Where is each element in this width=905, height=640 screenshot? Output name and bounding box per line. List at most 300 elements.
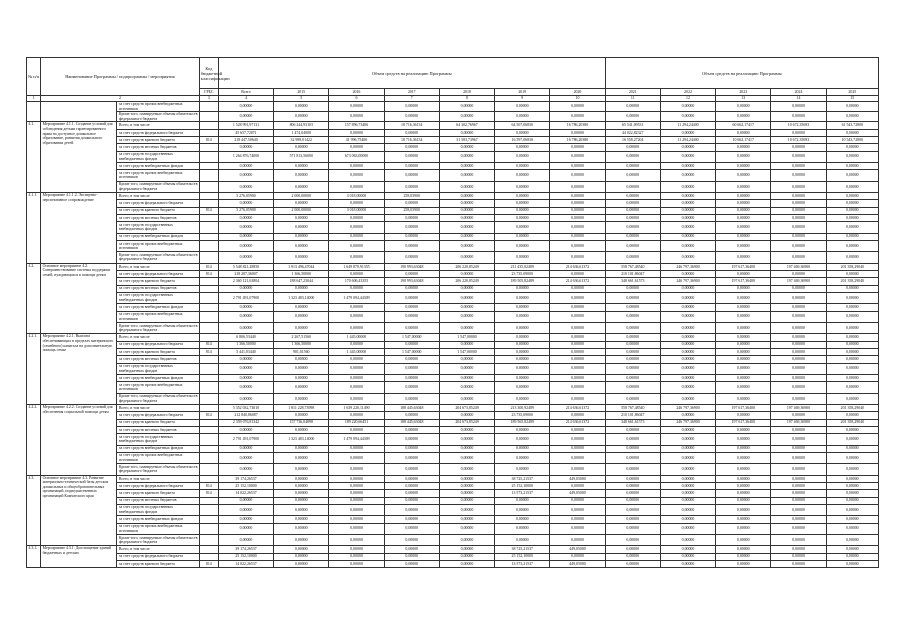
amount-cell: 0,00000	[274, 322, 329, 333]
amount-cell: 16 786,20380	[550, 136, 605, 143]
amount-cell: 0,00000	[329, 102, 384, 112]
amount-cell: 258,05900	[384, 207, 439, 214]
table-row	[27, 426, 879, 433]
amount-cell: 246 797,36900	[660, 263, 715, 270]
grbs-code	[199, 497, 218, 504]
item-number	[27, 102, 41, 122]
amount-cell: 0,00000	[660, 304, 715, 311]
table-row	[27, 292, 879, 303]
amount-cell: 0,00000	[329, 560, 384, 567]
table-row	[27, 193, 879, 200]
amount-cell: 0,00000	[495, 252, 550, 263]
amount-cell: 0,00000	[826, 181, 878, 192]
table-row	[27, 475, 879, 482]
amount-cell: 0,00000	[826, 412, 878, 419]
table-row	[27, 162, 879, 169]
year-header: 2025	[826, 89, 878, 96]
amount-cell: 0,00000	[826, 553, 878, 560]
funding-table	[26, 57, 879, 568]
amount-cell: 0,00000	[716, 129, 771, 136]
amount-cell: 0,00000	[550, 207, 605, 214]
grbs-code	[199, 122, 218, 129]
funding-source: за счет средств государственных внебюджетных фондов	[117, 504, 199, 515]
amount-cell: 0,00000	[439, 181, 494, 192]
amount-cell: 0,00000	[439, 374, 494, 381]
table-row	[27, 382, 879, 393]
amount-cell: 10 662,17417	[716, 136, 771, 143]
funding-source: за счет средств федерального бюджета	[117, 482, 199, 489]
amount-cell: 0,00000	[605, 490, 660, 497]
amount-cell: 0,00000	[826, 464, 878, 475]
amount-cell: 0,00000	[660, 240, 715, 251]
amount-cell: 0,00000	[439, 464, 494, 475]
amount-cell: 0,00000	[771, 516, 826, 523]
grbs-code: 814	[199, 263, 218, 270]
amount-cell: 0,00000	[274, 252, 329, 263]
column-number: 15	[826, 96, 878, 102]
table-row	[27, 311, 879, 322]
amount-cell: 0,00000	[495, 497, 550, 504]
amount-cell: 0,00000	[274, 452, 329, 463]
amount-cell: 0,00000	[274, 523, 329, 534]
amount-cell: 0,00000	[550, 553, 605, 560]
amount-cell: 0,00000	[771, 490, 826, 497]
amount-cell: 0,00000	[826, 233, 878, 240]
amount-cell: 25 152,10000	[218, 553, 273, 560]
amount-cell: 0,00000	[716, 382, 771, 393]
amount-cell: 0,00000	[660, 426, 715, 433]
amount-cell: 210 101,86047	[605, 412, 660, 419]
amount-cell: 0,00000	[826, 162, 878, 169]
amount-cell: 0,00000	[439, 497, 494, 504]
amount-cell: 0,00000	[605, 162, 660, 169]
amount-cell: 0,00000	[329, 445, 384, 452]
amount-cell: 0,00000	[329, 393, 384, 404]
table-row	[27, 516, 879, 523]
amount-cell: 0,00000	[771, 464, 826, 475]
grbs-code	[199, 464, 218, 475]
table-row	[27, 278, 879, 285]
column-number: 11	[605, 96, 660, 102]
amount-cell: 0,00000	[550, 322, 605, 333]
table-row	[27, 546, 879, 553]
amount-cell: 201 358,29040	[826, 263, 878, 270]
amount-cell: 0,00000	[826, 193, 878, 200]
funding-source: за счет средств краевого бюджета	[117, 136, 199, 143]
amount-cell: 0,00000	[550, 214, 605, 221]
amount-cell: 0,00000	[771, 482, 826, 489]
grbs-code	[199, 181, 218, 192]
amount-cell: 0,00000	[274, 356, 329, 363]
amount-cell: 0,00000	[384, 144, 439, 151]
funding-source: за счет средств федерального бюджета	[117, 129, 199, 136]
amount-cell: 157 896,73406	[329, 122, 384, 129]
amount-cell: 0,00000	[274, 363, 329, 374]
grbs-code	[199, 311, 218, 322]
amount-cell: 0,00000	[771, 553, 826, 560]
amount-cell: 0,00000	[495, 193, 550, 200]
grbs-code	[199, 233, 218, 240]
amount-cell: 0,00000	[329, 363, 384, 374]
amount-cell: 1 445,00000	[329, 334, 384, 341]
grbs-code	[199, 278, 218, 285]
amount-cell: 0,00000	[716, 464, 771, 475]
amount-cell: 0,00000	[274, 516, 329, 523]
amount-cell: 0,00000	[605, 181, 660, 192]
amount-cell: 0,00000	[605, 200, 660, 207]
amount-cell: 0,00000	[329, 553, 384, 560]
amount-cell: 0,00000	[605, 292, 660, 303]
amount-cell: 0,00000	[771, 181, 826, 192]
funding-source: за счет средств федерального бюджета	[117, 200, 199, 207]
amount-cell: 0,00000	[660, 434, 715, 445]
amount-cell: 0,00000	[495, 170, 550, 181]
table-row	[27, 207, 879, 214]
amount-cell: 1 474,04000	[274, 129, 329, 136]
amount-cell: 0,00000	[605, 112, 660, 122]
amount-cell: 0,00000	[218, 374, 273, 381]
amount-cell: 14 022,26537	[218, 560, 273, 567]
amount-cell: 0,00000	[274, 382, 329, 393]
amount-cell: 0,00000	[771, 304, 826, 311]
amount-cell: 10 672,35693	[771, 136, 826, 143]
amount-cell: 0,00000	[384, 490, 439, 497]
funding-source: Кроме того, планируемые объемы обязательств федерального бюджета	[118, 323, 198, 333]
amount-cell: 0,00000	[660, 412, 715, 419]
amount-cell: 0,00000	[716, 560, 771, 567]
funding-source: за счет средств внебюджетных фондов	[117, 516, 199, 523]
amount-cell: 0,00000	[716, 523, 771, 534]
col-grbs-header: Код бюджетной классификации	[199, 58, 218, 89]
amount-cell: 0,00000	[826, 222, 878, 233]
amount-cell: 0,00000	[439, 144, 494, 151]
funding-source: Кроме того, планируемые объемы обязательств федерального бюджета	[118, 112, 198, 121]
amount-cell: 0,00000	[716, 304, 771, 311]
grbs-code	[199, 285, 218, 292]
year-header: 2015	[274, 89, 329, 96]
amount-cell: 0,00000	[605, 252, 660, 263]
amount-cell: 197 617,36400	[716, 405, 771, 412]
funding-source: Кроме того, планируемые объемы обязательств федерального бюджета	[118, 535, 198, 545]
funding-source: за счет средств краевого бюджета	[117, 560, 199, 567]
amount-cell: 0,00000	[716, 214, 771, 221]
amount-cell: 0,00000	[439, 546, 494, 553]
amount-cell: 197 469,36900	[771, 278, 826, 285]
amount-cell: 0,00000	[771, 445, 826, 452]
amount-cell: 0,00000	[716, 200, 771, 207]
amount-cell: 0,00000	[716, 270, 771, 277]
grbs-code: 814	[199, 348, 218, 355]
amount-cell: 0,00000	[771, 504, 826, 515]
funding-source: за счет средств местных бюджетов	[117, 356, 199, 363]
amount-cell: 0,00000	[605, 222, 660, 233]
amount-cell: 0,00000	[550, 393, 605, 404]
amount-cell: 0,00000	[384, 546, 439, 553]
amount-cell: 0,00000	[660, 560, 715, 567]
grbs-code	[199, 200, 218, 207]
amount-cell: 0,00000	[550, 382, 605, 393]
amount-cell: 0,00000	[716, 233, 771, 240]
funding-source: за счет средств местных бюджетов	[117, 497, 199, 504]
amount-cell: 0,00000	[218, 304, 273, 311]
amount-cell: 0,00000	[716, 102, 771, 112]
amount-cell: 0,00000	[329, 356, 384, 363]
grbs-code	[199, 475, 218, 482]
amount-cell: 0,00000	[384, 434, 439, 445]
amount-cell: 204 673,85249	[439, 419, 494, 426]
funding-source: за счет средств прочих внебюджетных источников	[117, 311, 199, 322]
grbs-code	[199, 356, 218, 363]
funding-source: за счет средств прочих внебюджетных источников	[117, 170, 199, 181]
amount-cell: 0,00000	[605, 151, 660, 162]
amount-cell: 0,00000	[384, 233, 439, 240]
amount-cell: 0,00000	[439, 207, 494, 214]
amount-cell: 246 797,36900	[660, 405, 715, 412]
amount-cell: 0,00000	[716, 490, 771, 497]
amount-cell: 0,00000	[826, 207, 878, 214]
column-number: 10	[550, 96, 605, 102]
amount-cell: 0,00000	[495, 129, 550, 136]
amount-cell: 0,00000	[716, 426, 771, 433]
amount-cell: 449,05000	[550, 546, 605, 553]
amount-cell: 0,00000	[329, 200, 384, 207]
amount-cell: 0,00000	[605, 102, 660, 112]
funding-source: за счет средств краевого бюджета	[117, 278, 199, 285]
amount-cell: 0,00000	[660, 170, 715, 181]
amount-cell: 0,00000	[826, 426, 878, 433]
amount-cell: 41 996,75406	[329, 136, 384, 143]
amount-cell: 65 541,09531	[605, 122, 660, 129]
amount-cell: 0,00000	[550, 304, 605, 311]
amount-cell: 0,00000	[274, 102, 329, 112]
year-header: 2020	[550, 89, 605, 96]
amount-cell: 0,00000	[439, 553, 494, 560]
amount-cell: 558 767,48540	[605, 263, 660, 270]
amount-cell: 0,00000	[329, 240, 384, 251]
amount-cell: 0,00000	[439, 162, 494, 169]
funding-source: за счет средств государственных внебюджетных фондов	[117, 292, 199, 303]
amount-cell: 0,00000	[716, 222, 771, 233]
amount-cell: 0,00000	[660, 292, 715, 303]
amount-cell: 157 736,04898	[274, 419, 329, 426]
year-header: 2016	[329, 89, 384, 96]
amount-cell: 0,00000	[274, 490, 329, 497]
amount-cell: 0,00000	[660, 464, 715, 475]
amount-cell: 0,00000	[771, 193, 826, 200]
amount-cell: 0,00000	[218, 445, 273, 452]
amount-cell: 204 673,85249	[439, 405, 494, 412]
amount-cell: 0,00000	[771, 162, 826, 169]
amount-cell: 0,00000	[716, 546, 771, 553]
grbs-code	[199, 434, 218, 445]
amount-cell: 0,00000	[329, 374, 384, 381]
amount-cell: 0,00000	[716, 393, 771, 404]
amount-cell: 0,00000	[384, 523, 439, 534]
grbs-code: 814	[199, 270, 218, 277]
amount-cell: 214 636,61372	[550, 263, 605, 270]
amount-cell: 0,00000	[550, 102, 605, 112]
amount-cell: 5 276,05900	[218, 193, 273, 200]
amount-cell: 0,00000	[660, 348, 715, 355]
amount-cell: 0,00000	[771, 222, 826, 233]
amount-cell: 0,00000	[771, 412, 826, 419]
amount-cell: 13 573,21537	[495, 490, 550, 497]
table-row	[27, 419, 879, 426]
amount-cell: 0,00000	[329, 162, 384, 169]
table-row	[27, 270, 879, 277]
table-row	[27, 464, 879, 475]
amount-cell: 0,00000	[439, 475, 494, 482]
amount-cell: 0,00000	[660, 445, 715, 452]
amount-cell: 0,00000	[550, 523, 605, 534]
item-number: 4.2.	[27, 263, 41, 334]
amount-cell: 0,00000	[274, 170, 329, 181]
amount-cell: 0,00000	[329, 497, 384, 504]
amount-cell: 0,00000	[716, 434, 771, 445]
grbs-code	[199, 374, 218, 381]
column-number: 13	[716, 96, 771, 102]
amount-cell: 0,00000	[771, 546, 826, 553]
amount-cell: 0,00000	[771, 129, 826, 136]
amount-cell: 0,00000	[771, 240, 826, 251]
amount-cell: 0,00000	[218, 200, 273, 207]
amount-cell: 0,00000	[605, 546, 660, 553]
amount-cell: 0,00000	[826, 214, 878, 221]
amount-cell: 0,00000	[329, 304, 384, 311]
amount-cell: 0,00000	[826, 270, 878, 277]
amount-cell: 0,00000	[605, 144, 660, 151]
amount-cell: 0,00000	[439, 311, 494, 322]
amount-cell: 0,00000	[826, 516, 878, 523]
grbs-code	[199, 240, 218, 251]
amount-cell: 0,00000	[716, 322, 771, 333]
amount-cell: 0,00000	[660, 393, 715, 404]
amount-cell: 0,00000	[550, 222, 605, 233]
amount-cell: 0,00000	[384, 356, 439, 363]
amount-cell: 188 445,63048	[384, 419, 439, 426]
amount-cell: 0,00000	[771, 311, 826, 322]
amount-cell: 0,00000	[274, 426, 329, 433]
amount-cell: 0,00000	[826, 304, 878, 311]
funding-source: за счет средств государственных внебюджетных фондов	[117, 222, 199, 233]
amount-cell: 0,00000	[384, 304, 439, 311]
item-name: Основное мероприятие 4.3. Развитие материально-технической базы детских дошкольных и общеобразовательных организаций, подведомственных организаций Камчатского края	[41, 475, 117, 546]
amount-cell: 0,00000	[550, 434, 605, 445]
funding-source: за счет средств местных бюджетов	[117, 426, 199, 433]
grbs-code	[199, 516, 218, 523]
amount-cell: 0,00000	[218, 222, 273, 233]
funding-source: за счет средств местных бюджетов	[117, 144, 199, 151]
amount-cell: 1 445,00000	[329, 348, 384, 355]
amount-cell: 0,00000	[384, 374, 439, 381]
amount-cell: 0,00000	[329, 490, 384, 497]
amount-cell: 0,00000	[439, 222, 494, 233]
amount-cell: 0,00000	[439, 129, 494, 136]
grbs-code	[199, 151, 218, 162]
amount-cell: 449,05000	[550, 490, 605, 497]
amount-cell: 0,00000	[495, 162, 550, 169]
amount-cell: 0,00000	[826, 285, 878, 292]
amount-cell: 1 323 483,14000	[274, 292, 329, 303]
table-row	[27, 497, 879, 504]
amount-cell: 0,00000	[550, 112, 605, 122]
amount-cell: 0,00000	[605, 382, 660, 393]
amount-cell: 0,00000	[771, 270, 826, 277]
amount-cell: 0,00000	[550, 445, 605, 452]
amount-cell: 0,00000	[550, 412, 605, 419]
grbs-code	[199, 304, 218, 311]
amount-cell: 0,00000	[329, 322, 384, 333]
amount-cell: 0,00000	[329, 504, 384, 515]
amount-cell: 0,00000	[329, 546, 384, 553]
amount-cell: 0,00000	[660, 207, 715, 214]
amount-cell: 0,00000	[274, 497, 329, 504]
amount-cell: 0,00000	[439, 102, 494, 112]
amount-cell: 2 791 491,07900	[218, 292, 273, 303]
amount-cell: 0,00000	[550, 341, 605, 348]
amount-cell: 0,00000	[439, 393, 494, 404]
grbs-code: 814	[199, 341, 218, 348]
funding-source: за счет средств краевого бюджета	[117, 207, 199, 214]
amount-cell: 16 597,06830	[495, 136, 550, 143]
amount-cell: 0,00000	[716, 348, 771, 355]
amount-cell: 190 993,63048	[384, 263, 439, 270]
funding-source: за счет средств местных бюджетов	[117, 214, 199, 221]
amount-cell: 0,00000	[826, 292, 878, 303]
amount-cell: 0,00000	[826, 240, 878, 251]
table-body	[27, 102, 879, 568]
column-number: 6	[329, 96, 384, 102]
amount-cell: 0,00000	[384, 270, 439, 277]
year-header: 2022	[660, 89, 715, 96]
amount-cell: 0,00000	[329, 482, 384, 489]
amount-cell: 0,00000	[495, 233, 550, 240]
table-row	[27, 560, 879, 567]
amount-cell: 0,00000	[495, 334, 550, 341]
item-number: 4.1.1.	[27, 193, 41, 264]
amount-cell: 0,00000	[274, 162, 329, 169]
amount-cell: 0,00000	[826, 546, 878, 553]
amount-cell: 0,00000	[550, 482, 605, 489]
amount-cell: 0,00000	[716, 144, 771, 151]
amount-cell: 0,00000	[495, 222, 550, 233]
amount-cell: 0,00000	[550, 233, 605, 240]
amount-cell: 0,00000	[660, 112, 715, 122]
amount-cell: 0,00000	[550, 363, 605, 374]
amount-cell: 0,00000	[771, 363, 826, 374]
amount-cell: 0,00000	[218, 516, 273, 523]
amount-cell: 0,00000	[218, 112, 273, 122]
amount-cell: 0,00000	[439, 356, 494, 363]
amount-cell: 25 152,10000	[495, 553, 550, 560]
amount-cell: 1 264 876,74000	[218, 151, 273, 162]
amount-cell: 0,00000	[660, 252, 715, 263]
table-row	[27, 214, 879, 221]
funding-source: Всего, в том числе	[117, 546, 199, 553]
amount-cell: 0,00000	[495, 516, 550, 523]
amount-cell: 0,00000	[218, 382, 273, 393]
grbs-code	[199, 363, 218, 374]
amount-cell: 0,00000	[439, 170, 494, 181]
amount-cell: 0,00000	[439, 214, 494, 221]
amount-cell: 0,00000	[716, 497, 771, 504]
amount-cell: 0,00000	[439, 445, 494, 452]
amount-cell: 32 989,01422	[274, 136, 329, 143]
grbs-code	[199, 504, 218, 515]
amount-cell: 0,00000	[716, 170, 771, 181]
amount-cell: 0,00000	[550, 534, 605, 545]
column-number: 12	[660, 96, 715, 102]
